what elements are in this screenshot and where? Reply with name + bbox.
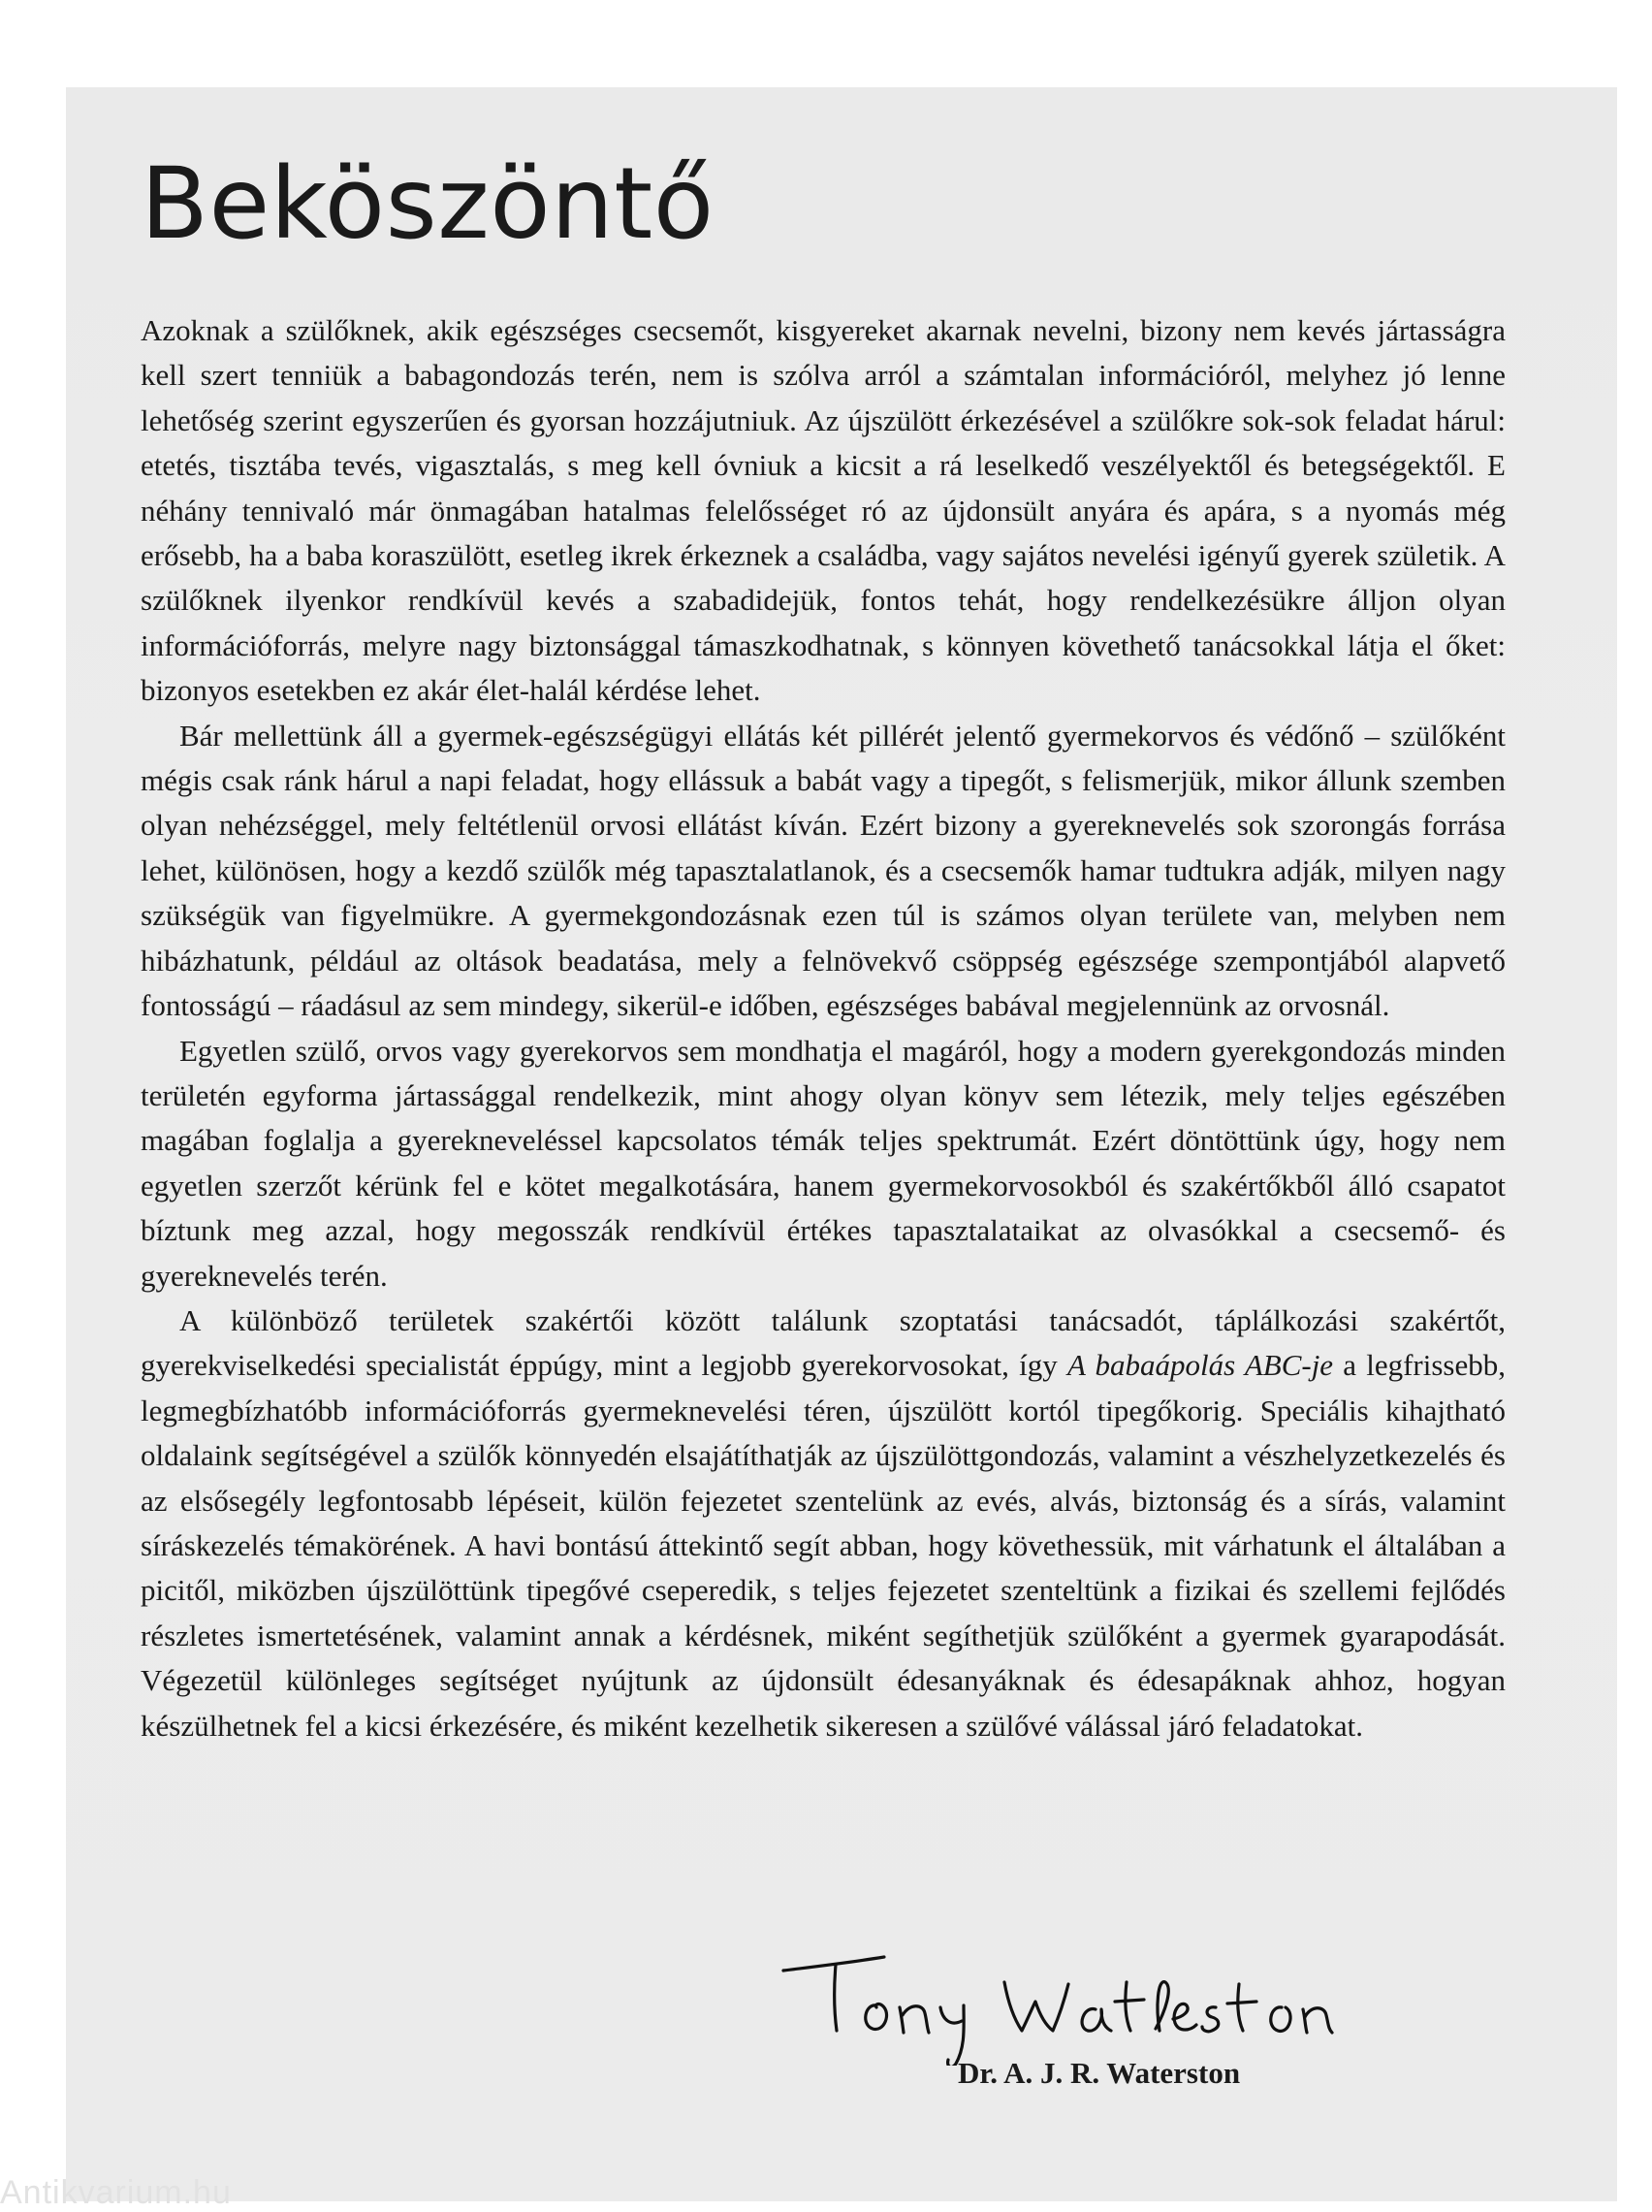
paragraph-4	[141, 1298, 1506, 1748]
body-text	[141, 308, 1506, 1748]
paragraph-2: Bár mellettünk áll a gyermek-egészségügyi ellátás két pillérét jelentő gyermekorvos és védőnő – szülőként mégis csak ránk hárul a napi feladat, hogy ellássuk a babát vagy a tipegőt, s felismerjük, mikor állunk szemben olyan nehézséggel, mely feltétlenül orvosi ellátást kíván. Ezért bizony a gyereknevelés sok szorongás forrása lehet, különösen, hogy a kezdő szülők még tapasztalatlanok, és a csecsemők hamar tudtukra adják, milyen nagy szükségük van figyelmükre. A gyermekgondozásnak ezen túl is számos olyan területe van, melyben nem hibázhatunk, például az oltások beadatása, mely a felnövekvő csöppség egészsége szempontjából alapvető fontosságú – ráadásul az sem mindegy, sikerül-e időben, egészséges babával megjelennünk az orvosnál.	[141, 718, 1506, 1023]
page-title: Beköszöntő	[141, 146, 715, 262]
book-title-italic: A babaápolás ABC-je	[1066, 1348, 1334, 1383]
paragraph-3: Egyetlen szülő, orvos vagy gyerekorvos sem mondhatja el magáról, hogy a modern gyerekgondozás minden területén egyforma jártassággal rendelkezik, mint ahogy olyan könyv sem létezik, mely teljes egészében magában foglalja a gyerekneveléssel kapcsolatos témák teljes spektrumát. Ezért döntöttünk úgy, hogy nem egyetlen szerzőt kérünk fel e kötet megalkotására, hanem gyermekorvosokból és szakértőkből álló csapatot bíztunk meg azzal, hogy megosszák rendkívül értékes tapasztalataikat az olvasókkal a csecsemő- és gyereknevelés terén.	[141, 1033, 1506, 1293]
paragraph-4-text-after: a legfrissebb, legmegbízhatóbb információforrás gyermeknevelési téren, újszülött kortól tipegőkorig. Speciális kihajtható oldalaink segítségével a szülők könnyedén elsajátíthatják az újszülöttgondozás, valamint a vészhelyzetkezelés és az elsősegély legfontosabb lépéseit, külön fejezetet szentelünk az evés, alvás, biztonság és a sírás, valamint síráskezelés témakörének. A havi bontású áttekintő segít abban, hogy követhessük, mit várhatunk el általában a picitől, miközben újszülöttünk tipegővé cseperedik, s teljes fejezetet szenteltünk a fizikai és szellemi fejlődés részletes ismertetésének, valamint annak a kérdésnek, miként segíthetjük szülőként a gyermek gyarapodását. Végezetül különleges segítséget nyújtunk az újdonsült édesanyáknak és édesapáknak ahhoz, hogyan készülhetnek fel a kicsi érkezésére, és miként kezelhetik sikeresen a szülővé válással járó feladatokat.	[141, 1348, 1506, 1743]
author-name: Dr. A. J. R. Waterston	[958, 2056, 1241, 2090]
watermark: Antikvarium.hu	[0, 2174, 232, 2211]
paragraph-1: Azoknak a szülőknek, akik egészséges csecsemőt, kisgyereket akarnak nevelni, bizony nem kevés jártasságra kell szert tenniük a babagondozás terén, nem is szólva arról a számtalan információról, melyhez jó lenne lehetőség szerint egyszerűen és gyorsan hozzájutniuk. Az újszülött érkezésével a szülőkre sok-sok feladat hárul: etetés, tisztába tevés, vigasztalás, s meg kell óvniuk a kicsit a rá leselkedő veszélyektől és betegségektől. E néhány tennivaló már önmagában hatalmas felelősséget ró az újdonsült anyára és apára, s a nyomás még erősebb, ha a baba koraszülött, esetleg ikrek érkeznek a családba, vagy sajátos nevelési igényű gyerek születik. A szülőknek ilyenkor rendkívül kevés a szabadidejük, fontos tehát, hogy rendelkezésükre álljon olyan információforrás, melyre nagy biztonsággal támaszkodhatnak, s könnyen követhető tanácsokkal látja el őket: bizonyos esetekben ez akár élet-halál kérdése lehet.	[141, 313, 1506, 708]
handwritten-signature	[776, 1949, 1406, 2066]
paragraph-4-text-before: A különböző területek szakértői között találunk szoptatási tanácsadót, táplálkozási szakértőt, gyerekviselkedési specialistát éppúgy, mint a legjobb gyerekorvosokat, így	[141, 1302, 1506, 1383]
